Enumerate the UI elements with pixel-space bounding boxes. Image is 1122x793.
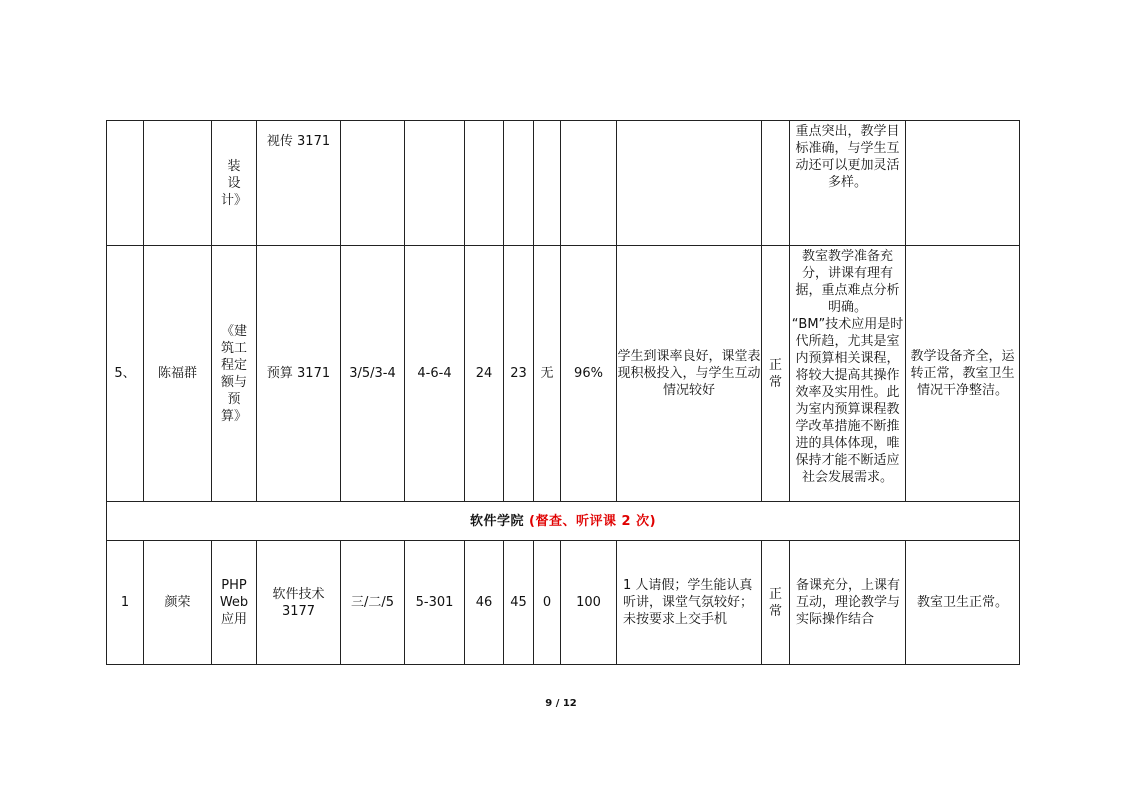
students-absent: 0 [534,541,561,665]
class-time: 3/5/3-4 [341,246,405,502]
row-number: 1 [107,541,144,665]
page-number: 9 / 12 [545,698,577,709]
students-present: 45 [504,541,534,665]
class-discipline: 学生到课率良好，课堂表现积极投入，与学生互动情况较好 [617,246,762,502]
classroom-environment [906,121,1020,246]
classroom: 4-6-4 [405,246,465,502]
teaching-evaluation: 教室教学准备充分，讲课有理有据，重点难点分析明确。 “BM”技术应用是时代所趋，尤其是室内预算相关课程，将较大提高其操作效率及实用性。此为室内预算课程教学改革措施不断推进的具体体现，唯保持才能不断适应社会发展需求。 [790,246,906,502]
teaching-status: 正 常 [762,246,790,502]
students-present [504,121,534,246]
table-row [107,121,1020,246]
students-expected: 46 [465,541,504,665]
class-name: 预算 3171 [257,246,341,502]
section-note: (督查、听评课 2 次) [529,513,657,529]
students-absent: 无 [534,246,561,502]
table-row [107,541,1020,665]
class-name: 视传 3171 [257,121,341,246]
section-title [107,502,1020,541]
class-discipline [617,121,762,246]
class-time: 三/二/5 [341,541,405,665]
section-header-row [107,502,1020,541]
teaching-evaluation: 备课充分，上课有互动，理论教学与实际操作结合 [790,541,906,665]
attendance-rate: 96% [561,246,617,502]
course-name: 《建 筑工 程定 额与 预 算》 [212,246,257,502]
students-absent [534,121,561,246]
class-name: 软件技术 3177 [257,541,341,665]
classroom [405,121,465,246]
teaching-evaluation: 重点突出，教学目标准确，与学生互动还可以更加灵活多样。 [790,121,906,246]
table-row [107,246,1020,502]
class-time [341,121,405,246]
teaching-status: 正 常 [762,541,790,665]
students-expected: 24 [465,246,504,502]
class-discipline: 1 人请假；学生能认真听讲，课堂气氛较好；未按要求上交手机 [617,541,762,665]
classroom-environment: 教室卫生正常。 [906,541,1020,665]
students-present: 23 [504,246,534,502]
section-name: 软件学院 [469,513,524,529]
attendance-rate: 100 [561,541,617,665]
teacher-name [144,121,212,246]
inspection-table [106,120,1020,665]
row-number: 5、 [107,246,144,502]
course-name: 装 设 计》 [212,121,257,246]
teacher-name: 陈福群 [144,246,212,502]
row-number [107,121,144,246]
attendance-rate [561,121,617,246]
classroom: 5-301 [405,541,465,665]
course-name: PHP Web 应用 [212,541,257,665]
teacher-name: 颜荣 [144,541,212,665]
teaching-status [762,121,790,246]
students-expected [465,121,504,246]
classroom-environment: 教学设备齐全，运转正常，教室卫生情况干净整洁。 [906,246,1020,502]
